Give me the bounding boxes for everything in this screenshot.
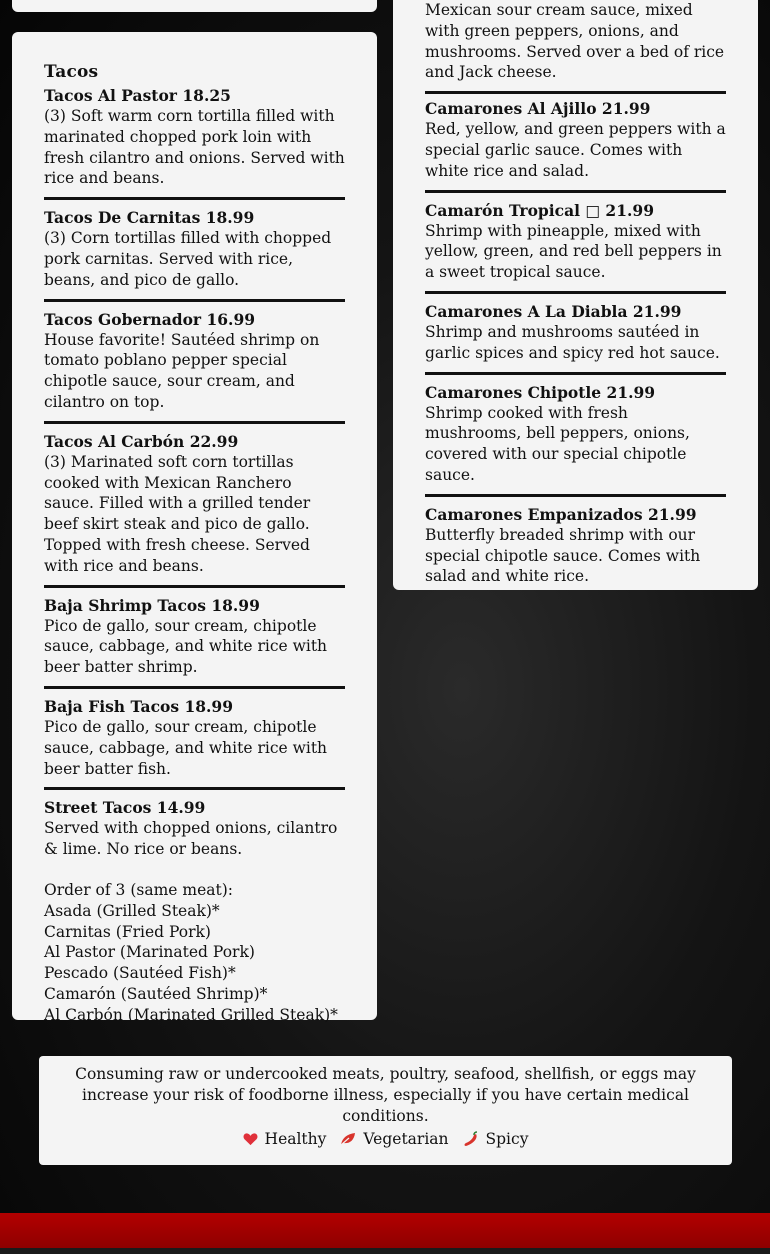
legend-healthy bbox=[243, 1130, 327, 1148]
legend-label: Vegetarian bbox=[363, 1130, 449, 1148]
shrimp-card bbox=[393, 0, 758, 590]
menu-item-name: Baja Shrimp Tacos 18.99 bbox=[44, 595, 260, 615]
street-option: Al Carbón (Marinated Grilled Steak)* bbox=[44, 1005, 338, 1024]
menu-item bbox=[425, 99, 726, 192]
tacos-card bbox=[12, 32, 377, 1024]
menu-item bbox=[44, 86, 345, 200]
menu-item bbox=[44, 432, 345, 588]
menu-item-name: Camarón Tropical □ 21.99 bbox=[425, 200, 654, 220]
menu-item-desc: (3) Corn tortillas filled with chopped pork carnitas. Served with rice, beans, and pico de gallo. bbox=[44, 229, 332, 289]
menu-item-name: Tacos Gobernador 16.99 bbox=[44, 309, 256, 329]
allergy-notice bbox=[39, 1056, 732, 1165]
menu-item-desc: Shrimp and mushrooms sautéed in garlic spices and spicy red hot sauce. bbox=[425, 322, 720, 362]
menu-item bbox=[425, 302, 726, 375]
street-option: Order of 3 (same meat): bbox=[44, 880, 233, 899]
menu-item-desc: (3) Soft warm corn tortilla filled with marinated chopped pork loin with fresh cilantro and onions. Served with rice and beans. bbox=[44, 107, 345, 188]
heart-icon bbox=[243, 1132, 258, 1146]
menu-item bbox=[425, 383, 726, 497]
menu-item-name: Tacos Al Pastor 18.25 bbox=[44, 86, 231, 105]
legend-vegetarian bbox=[340, 1130, 448, 1148]
menu-item-desc: Shrimp cooked with fresh mushrooms, bell peppers, onions, covered with our special chipotle sauce. bbox=[425, 403, 690, 484]
menu-item bbox=[425, 505, 726, 595]
previous-card-stub bbox=[12, 0, 377, 12]
menu-item-desc: Butterfly breaded shrimp with our special chipotle sauce. Comes with salad and white rice. bbox=[425, 525, 701, 586]
foodborne-warning: Consuming raw or undercooked meats, poultry, seafood, shellfish, or eggs may increase your risk of foodborne illness, especially if you have certain medical conditions. bbox=[75, 1065, 696, 1125]
legend-label: Spicy bbox=[485, 1130, 529, 1148]
street-option: Carnitas (Fried Pork) bbox=[44, 922, 211, 941]
legend-label: Healthy bbox=[264, 1130, 327, 1148]
menu-item-name: Camarones Al Ajillo 21.99 bbox=[425, 99, 651, 119]
leaf-icon bbox=[340, 1132, 356, 1146]
menu-item bbox=[44, 798, 345, 1033]
street-option: Camarón (Sautéed Shrimp)* bbox=[44, 984, 268, 1003]
menu-item-desc: Shrimp with pineapple, mixed with yellow, green, and red bell peppers in a sweet tropical sauce. bbox=[425, 221, 722, 282]
street-option: Al Pastor (Marinated Pork) bbox=[44, 943, 255, 962]
menu-item-desc: Pico de gallo, sour cream, chipotle sauce, cabbage, and white rice with beer batter shrimp. bbox=[44, 616, 328, 677]
menu-item-name: Camarones Chipotle 21.99 bbox=[425, 382, 656, 402]
menu-item-name: Street Tacos 14.99 bbox=[44, 798, 206, 818]
street-option: Asada (Grilled Steak)* bbox=[44, 901, 220, 920]
street-option: Pescado (Sautéed Fish)* bbox=[44, 964, 236, 983]
footer-bottom-strip bbox=[0, 1248, 770, 1254]
legend-spicy bbox=[463, 1130, 529, 1148]
chili-pepper-icon bbox=[463, 1131, 479, 1147]
menu-item bbox=[44, 208, 345, 301]
footer-red-bar bbox=[0, 1213, 770, 1248]
menu-item-name: Tacos Al Carbón 22.99 bbox=[44, 431, 239, 451]
legend bbox=[69, 1130, 702, 1148]
menu-item bbox=[44, 697, 345, 790]
menu-item-desc: House favorite! Sautéed shrimp on tomato poblano pepper special chipotle sauce, sour cream, and cilantro on top. bbox=[44, 330, 320, 411]
menu-item bbox=[44, 596, 345, 689]
menu-item-desc: Red, yellow, and green peppers with a special garlic sauce. Comes with white rice and salad. bbox=[425, 120, 726, 180]
menu-item bbox=[44, 310, 345, 424]
section-title-tacos: Tacos bbox=[44, 62, 99, 82]
menu-item bbox=[425, 201, 726, 294]
menu-item-name: Baja Fish Tacos 18.99 bbox=[44, 696, 234, 716]
menu-item-name: Camarones Empanizados 21.99 bbox=[425, 504, 697, 524]
menu-item-desc: Pico de gallo, sour cream, chipotle sauce, cabbage, and white rice with beer batter fish. bbox=[44, 717, 328, 778]
menu-item-name: Camarones A La Diabla 21.99 bbox=[425, 301, 682, 321]
menu-item-name: Tacos De Carnitas 18.99 bbox=[44, 208, 255, 228]
menu-item-desc: (3) Marinated soft corn tortillas cooked with Mexican Ranchero sauce. Filled with a grilled tender beef skirt steak and pico de gallo. Topped with fresh cheese. Served with rice and beans. bbox=[44, 452, 311, 575]
continued-item-desc: Mexican sour cream sauce, mixed with green peppers, onions, and mushrooms. Served over a bed of rice and Jack cheese. bbox=[425, 0, 726, 94]
street-taco-options bbox=[44, 880, 345, 1026]
menu-item-desc: Served with chopped onions, cilantro & lime. No rice or beans. bbox=[44, 819, 338, 859]
